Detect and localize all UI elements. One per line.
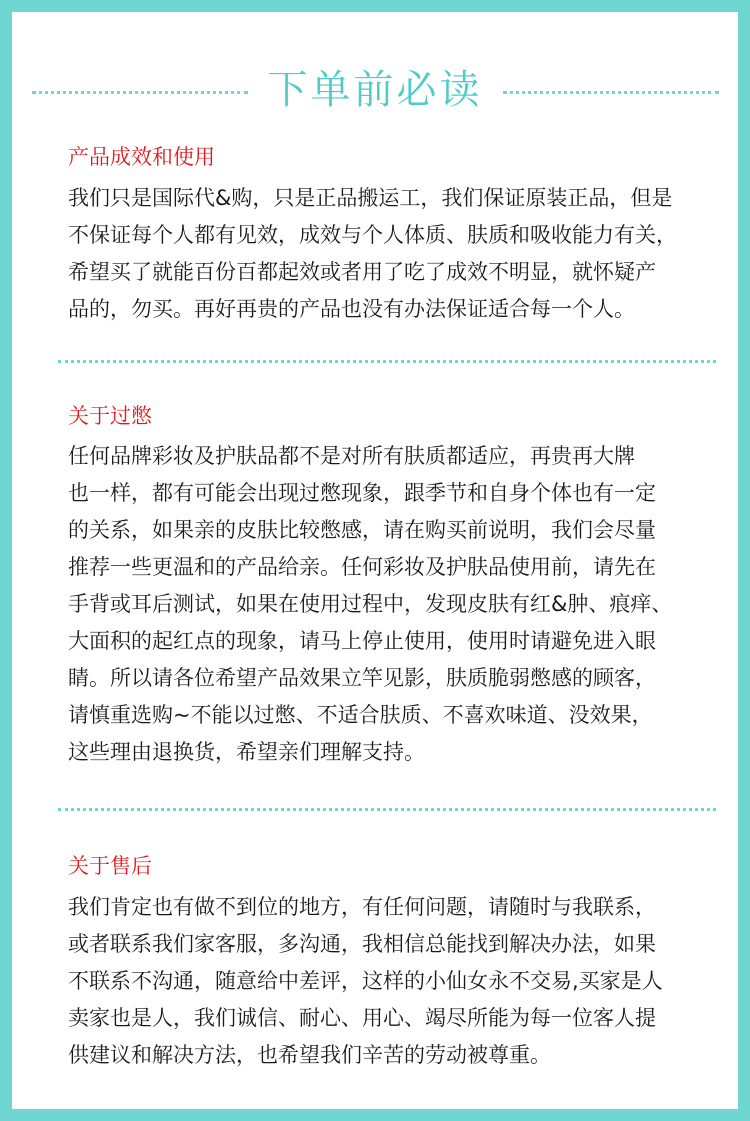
paragraph-line: 品的，勿买。再好再贵的产品也没有办法保证适合每一个人。: [68, 297, 635, 321]
paragraph-line: 任何品牌彩妆及护肤品都不是对所有肤质都适应，再贵再大牌: [68, 444, 635, 468]
title-left-dotted-line: [32, 91, 248, 94]
paragraph-line: 不联系不沟通，随意给中差评，这样的小仙女永不交易,买家是人: [68, 969, 663, 993]
dotted-divider: [58, 808, 716, 811]
section-heading: 关于过憋: [68, 404, 152, 428]
title-right-dotted-line: [503, 91, 719, 94]
section-after-sales: [68, 852, 728, 1074]
paragraph-line: 的关系，如果亲的皮肤比较憋感，请在购买前说明，我们会尽量: [68, 518, 656, 542]
paragraph-line: 我们只是国际代&购，只是正品搬运工，我们保证原装正品，但是: [68, 186, 673, 210]
paragraph-line: 供建议和解决方法，也希望我们辛苦的劳动被尊重。: [68, 1043, 551, 1067]
paragraph-line: 大面积的起红点的现象，请马上停止使用，使用时请避免进入眼: [68, 629, 656, 653]
paragraph-line: 我们肯定也有做不到位的地方，有任何问题，请随时与我联系，: [68, 895, 656, 919]
paragraph-line: 卖家也是人，我们诚信、耐心、用心、竭尽所能为每一位客人提: [68, 1006, 656, 1030]
section-heading: 产品成效和使用: [68, 145, 215, 169]
paragraph-line: 推荐一些更温和的产品给亲。任何彩妆及护肤品使用前，请先在: [68, 555, 656, 579]
paragraph-line: 睛。所以请各位希望产品效果立竿见影，肤质脆弱憋感的顾客，: [68, 666, 656, 690]
paragraph-line: 请慎重选购~不能以过憋、不适合肤质、不喜欢味道、没效果，: [68, 703, 653, 727]
page-title: 下单前必读: [267, 67, 483, 113]
section-allergy: [68, 402, 728, 771]
paragraph-line: 希望买了就能百份百都起效或者用了吃了成效不明显，就怀疑产: [68, 260, 656, 284]
title-row: [12, 62, 738, 118]
paragraph-line: 手背或耳后测试，如果在使用过程中，发现皮肤有红&肿、痕痒、: [68, 592, 673, 616]
paragraph-line: 不保证每个人都有见效，成效与个人体质、肤质和吸收能力有关，: [68, 223, 677, 247]
paragraph-line: 或者联系我们家客服，多沟通，我相信总能找到解决办法，如果: [68, 932, 656, 956]
paragraph-line: 也一样，都有可能会出现过憋现象，跟季节和自身个体也有一定: [68, 481, 656, 505]
section-product-effect: [68, 143, 728, 328]
paragraph-line: 这些理由退换货，希望亲们理解支持。: [68, 740, 425, 764]
section-heading: 关于售后: [68, 854, 152, 878]
dotted-divider: [58, 360, 716, 363]
